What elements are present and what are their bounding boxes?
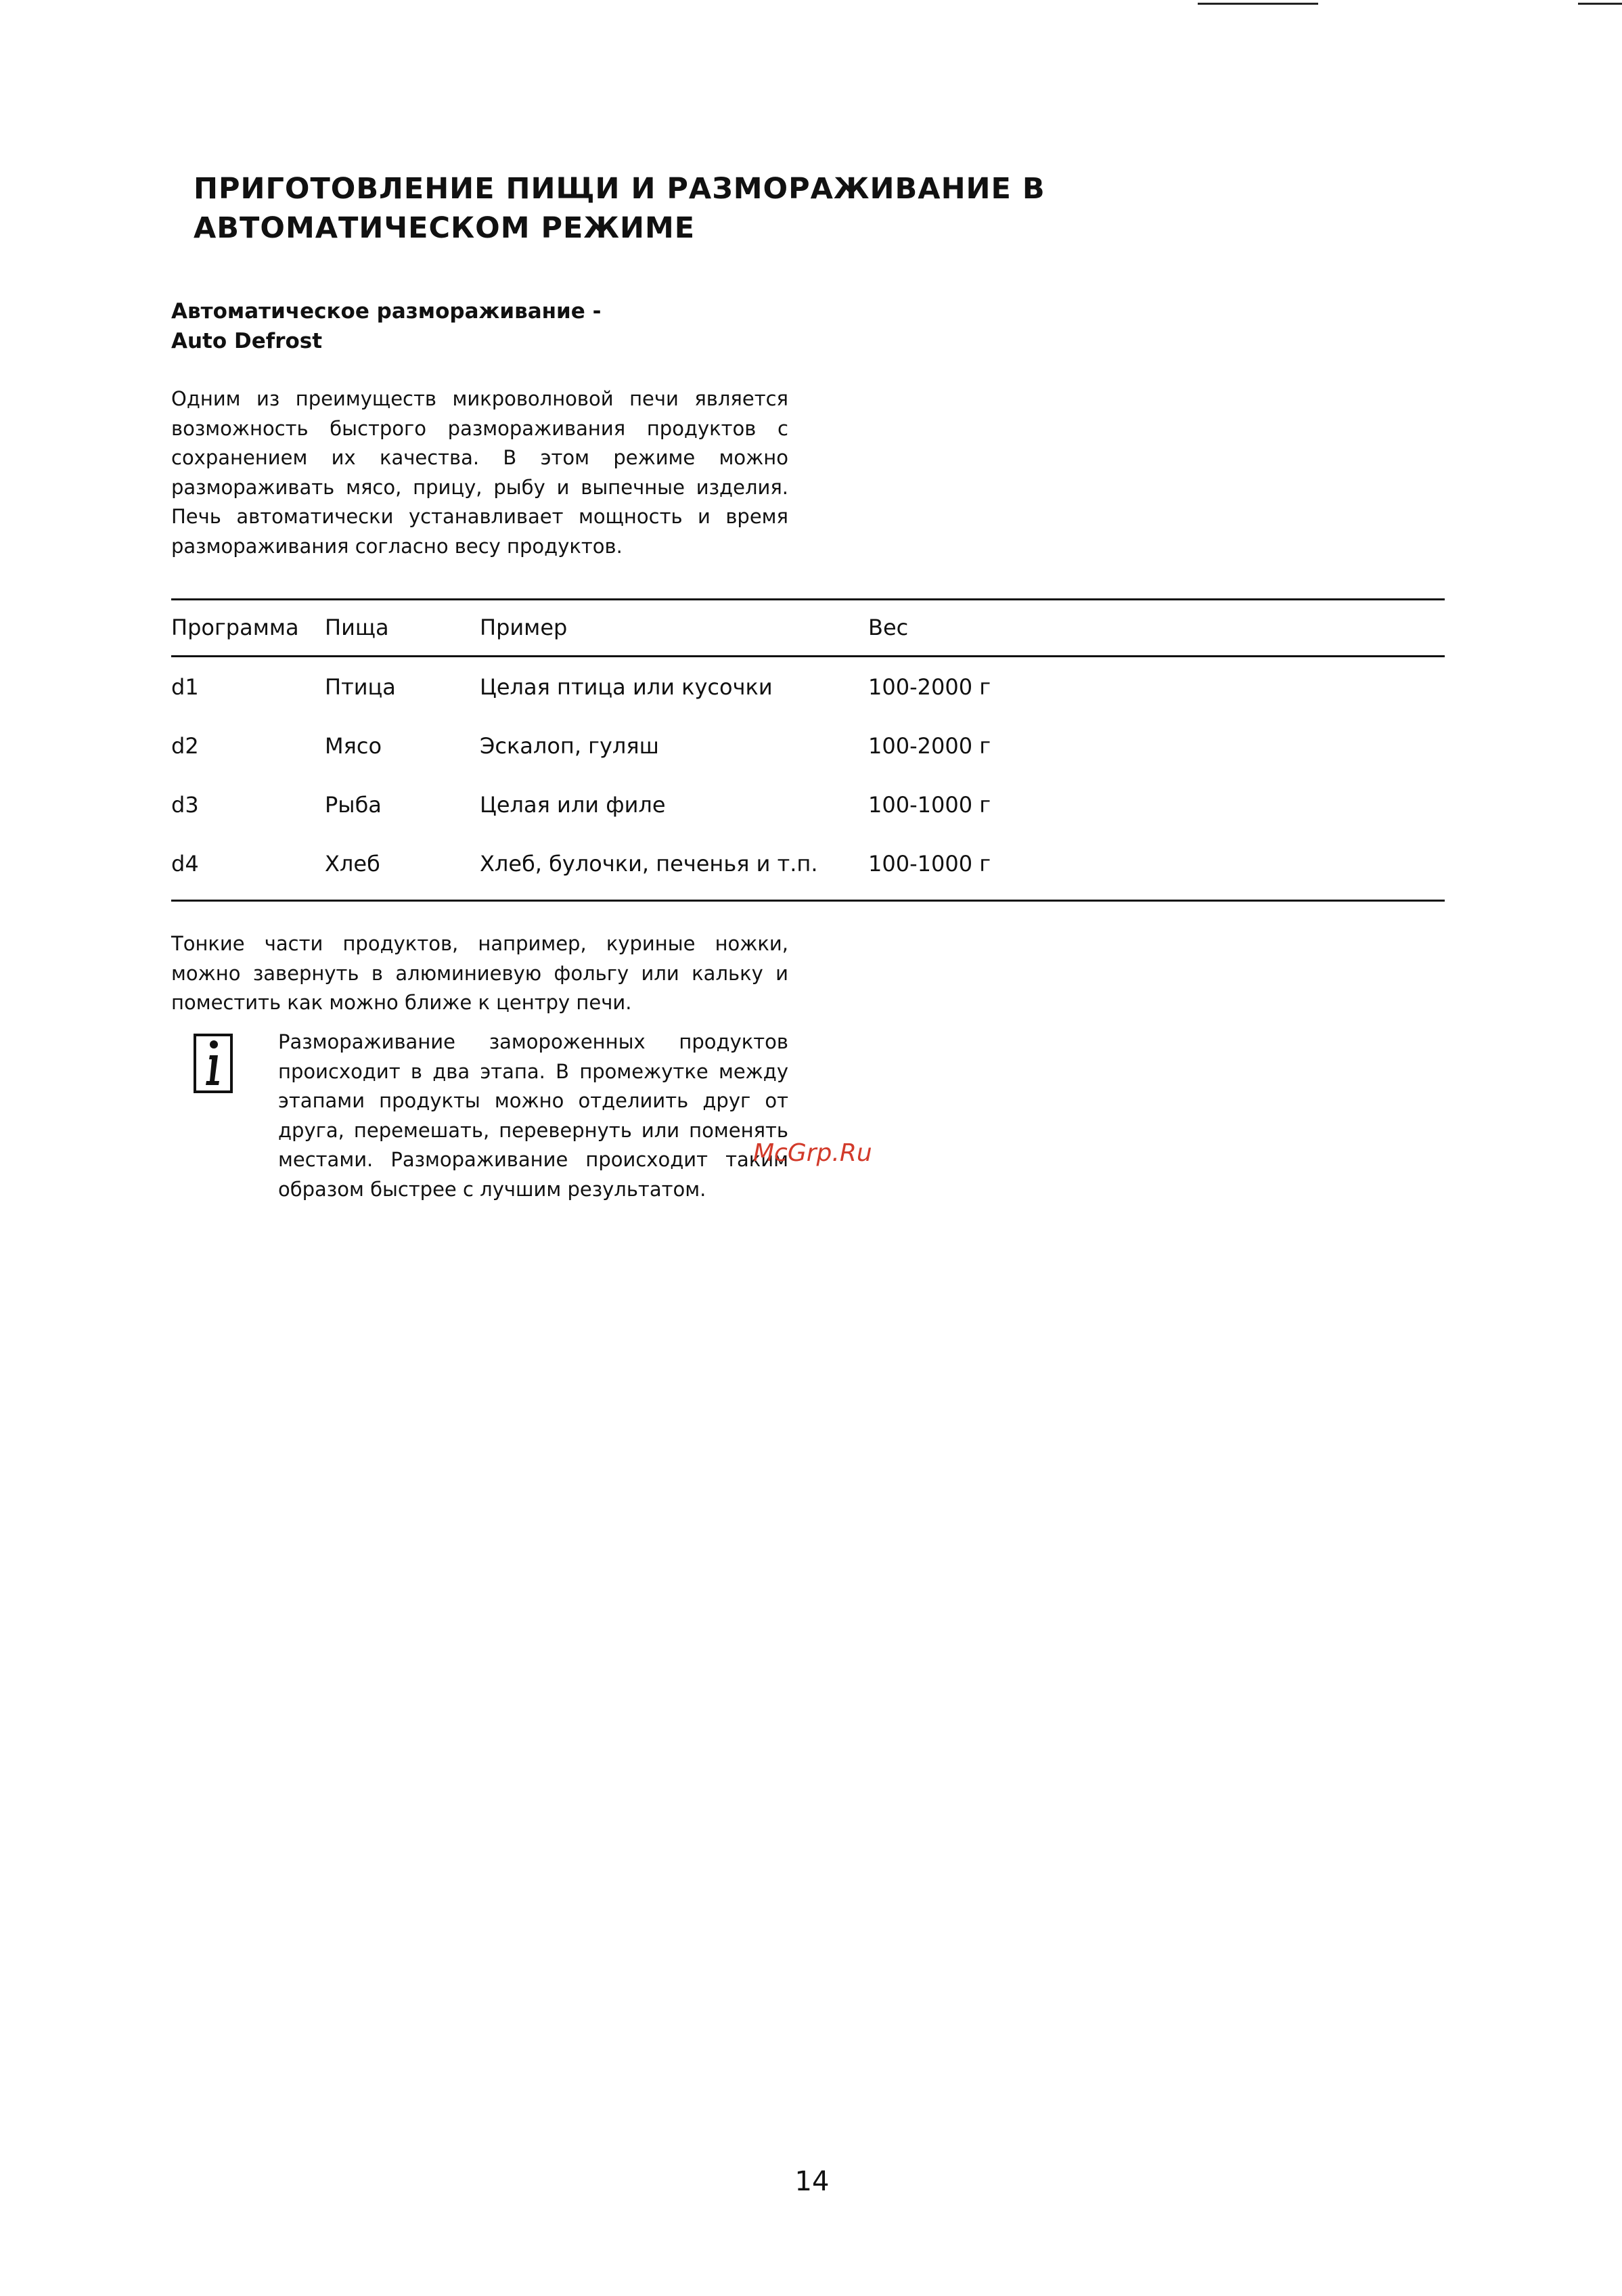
table-header-food: Пища [325, 615, 389, 640]
table-cell-weight: 100-2000 г [868, 733, 991, 759]
table-cell-food: Птица [325, 674, 396, 700]
table-top-rule [171, 598, 1445, 600]
table-cell-program: d2 [171, 733, 199, 759]
table-header-example: Пример [480, 615, 568, 640]
table-header-rule [171, 655, 1445, 657]
page-number: 14 [794, 2166, 830, 2197]
watermark: McGrp.Ru [753, 1139, 872, 1167]
table-cell-program: d4 [171, 851, 199, 877]
section-subtitle [171, 296, 780, 356]
table-header-program: Программа [171, 615, 299, 640]
table-cell-example: Эскалоп, гуляш [480, 733, 659, 759]
table-cell-food: Рыба [325, 792, 382, 818]
tip-paragraph: Тонкие части продуктов, например, куриные ножки, можно завернуть в алюминиевую фольгу или кальку и поместить как можно ближе к центру печи. [171, 932, 788, 1014]
intro-paragraph: Одним из преимуществ микроволновой печи является возможность быстрого размораживания продуктов с сохранением их качества. В этом режиме можно размораживать мясо, прицу, рыбу и выпечные изделия. Печь автоматически устанавливает мощность и время размораживания согласно весу продуктов. [171, 387, 788, 558]
top-edge-line [1198, 3, 1318, 5]
table-cell-example: Целая птица или кусочки [480, 674, 773, 700]
table-cell-weight: 100-2000 г [868, 674, 991, 700]
table-bottom-rule [171, 900, 1445, 902]
table-cell-program: d1 [171, 674, 199, 700]
table-cell-weight: 100-1000 г [868, 851, 991, 877]
table-cell-weight: 100-1000 г [868, 792, 991, 818]
page-title-line1: ПРИГОТОВЛЕНИЕ ПИЩИ И РАЗМОРАЖИВАНИЕ В [194, 172, 1045, 206]
info-icon [194, 1034, 233, 1093]
page-title-line2: АВТОМАТИЧЕСКОМ РЕЖИМЕ [194, 211, 696, 245]
table-cell-food: Мясо [325, 733, 382, 759]
table-header-weight: Вес [868, 615, 909, 640]
section-subtitle-ru: Автоматическое размораживание - [171, 299, 602, 324]
table-cell-example: Целая или филе [480, 792, 666, 818]
table-cell-food: Хлеб [325, 851, 380, 877]
page-title [194, 169, 1209, 248]
info-note-text: Размораживание замороженных продуктов происходит в два этапа. В промежутке между этапами продукты можно отделиить друг от друга, перемешать, перевернуть или поменять местами. Размораживание происходит таким образом быстрее с лучшим результатом. [278, 1030, 788, 1201]
table-cell-program: d3 [171, 792, 199, 818]
section-subtitle-en: Auto Defrost [171, 329, 323, 353]
top-edge-line [1578, 3, 1622, 5]
table-cell-example: Хлеб, булочки, печенья и т.п. [480, 851, 818, 877]
